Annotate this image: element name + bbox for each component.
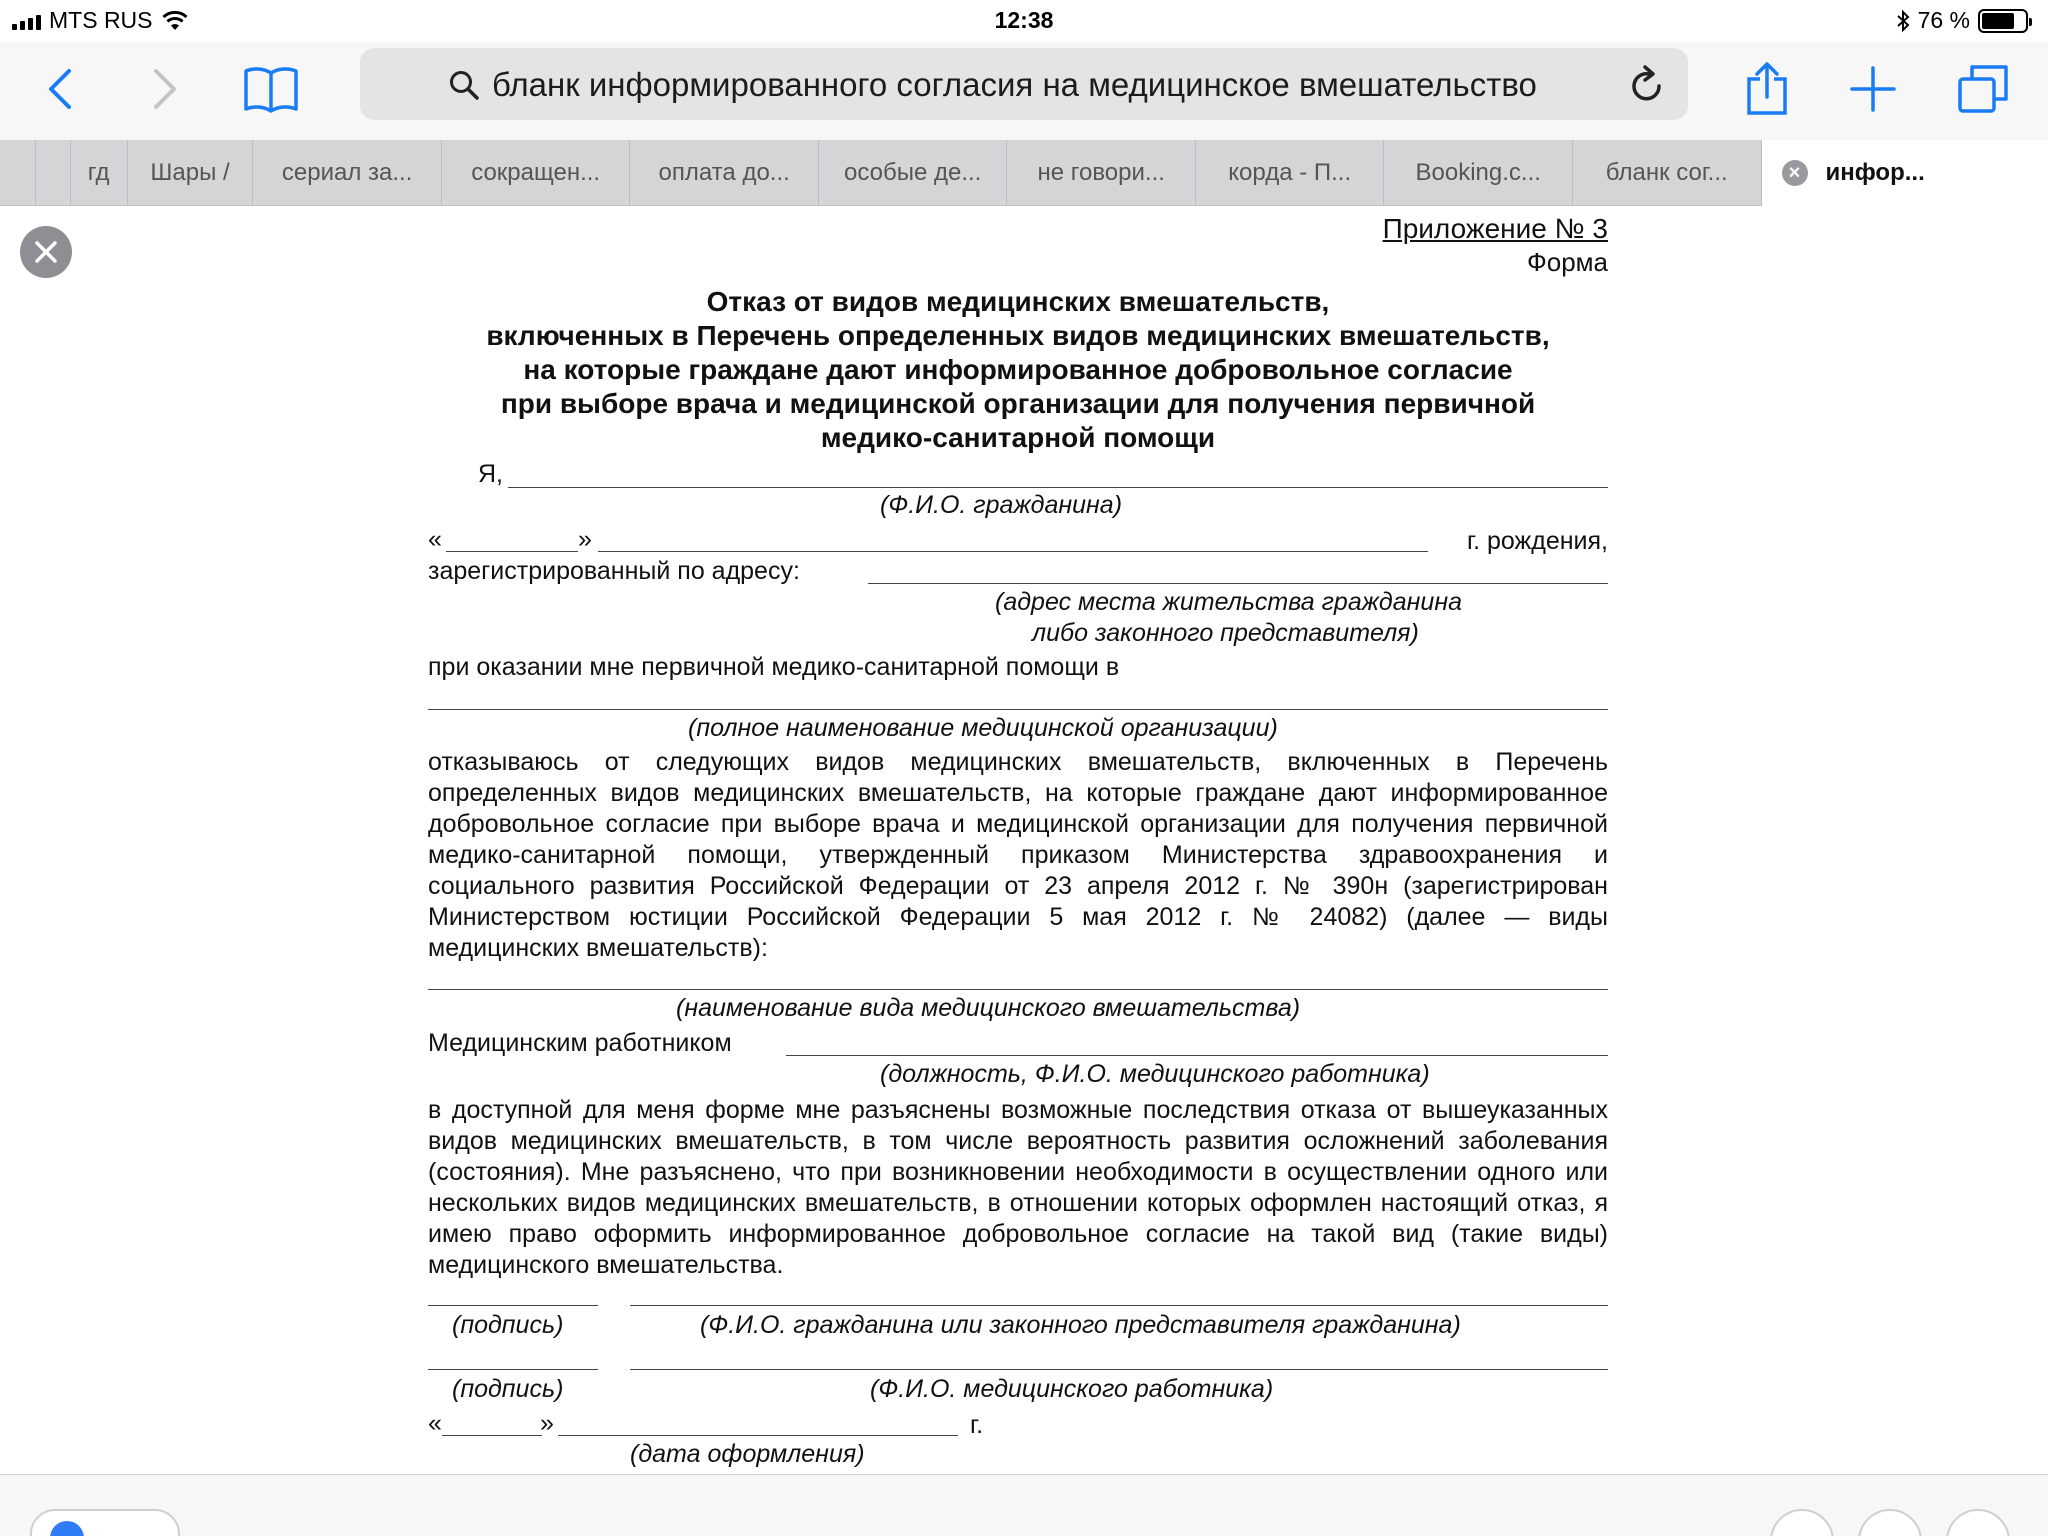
citizen-fio-line [630, 1305, 1608, 1306]
title-line: при выборе врача и медицинской организации для получения первичной [500, 388, 1536, 419]
quote-close: » [578, 525, 592, 553]
signature-line-1 [428, 1305, 598, 1306]
fio-caption: (Ф.И.О. гражданина) [880, 491, 1123, 519]
title-line: Отказ от видов медицинских вмешательств, [706, 286, 1330, 317]
book-icon [243, 65, 299, 113]
tab-item[interactable] [71, 140, 128, 206]
address-bar[interactable] [360, 48, 1688, 120]
worker-fio-line [630, 1369, 1608, 1370]
back-button[interactable] [25, 54, 95, 124]
clock: 12:38 [994, 7, 1054, 33]
bottom-action-button[interactable] [1858, 1509, 1922, 1536]
chevron-right-icon [150, 67, 180, 111]
address-line [868, 583, 1608, 584]
close-icon [34, 240, 58, 264]
birth-suffix: г. рождения, [1467, 527, 1608, 555]
share-button[interactable] [1732, 54, 1802, 124]
bottom-left-control[interactable] [30, 1509, 180, 1536]
org-caption: (полное наименование медицинской организации) [688, 714, 1278, 742]
citizen-fio-caption: (Ф.И.О. гражданина или законного представителя гражданина) [700, 1311, 1461, 1339]
tab-item[interactable] [1196, 140, 1385, 206]
med-worker-label: Медицинским работником [428, 1029, 732, 1057]
signature-caption-2: (подпись) [452, 1375, 564, 1403]
tab-bar [0, 140, 2048, 206]
tabs-overview-button[interactable] [1948, 54, 2018, 124]
page-content [0, 207, 2048, 1474]
close-image-button[interactable] [20, 226, 72, 278]
tab-spacer [36, 140, 70, 206]
chevron-left-icon [45, 67, 75, 111]
date-quote-close: » [540, 1409, 554, 1437]
bottom-share-button[interactable] [1770, 1509, 1834, 1536]
battery-fill [1982, 13, 2014, 29]
title-line: на которые граждане дают информированное добровольное согласие [523, 354, 1513, 385]
date-month-line [558, 1435, 958, 1436]
position-caption: (должность, Ф.И.О. медицинского работника) [880, 1060, 1430, 1088]
address-caption-2: либо законного представителя) [1032, 619, 1419, 647]
intervention-caption: (наименование вида медицинского вмешательства) [676, 994, 1301, 1022]
title-line: включенных в Перечень определенных видов медицинских вмешательств, [486, 320, 1550, 351]
tab-label: сериал за... [281, 159, 413, 186]
day-line [446, 551, 578, 552]
date-quote-open: « [428, 1409, 442, 1437]
share-icon [1745, 61, 1789, 117]
date-day-line [442, 1435, 542, 1436]
bookmarks-button[interactable] [236, 54, 306, 124]
tab-label: особые де... [844, 159, 982, 186]
tab-label: Booking.c... [1415, 159, 1541, 186]
intervention-line [428, 989, 1608, 990]
address-caption-1: (адрес места жительства гражданина [995, 588, 1462, 616]
tab-label: оплата до... [658, 159, 790, 186]
bluetooth-icon [1896, 9, 1910, 33]
tab-item[interactable] [630, 140, 819, 206]
tab-label: инфор... [1825, 159, 1925, 186]
search-icon [448, 69, 480, 101]
fio-line [508, 487, 1608, 488]
status-bar [0, 0, 2048, 42]
appendix-number: Приложение № 3 [1382, 213, 1608, 244]
document-title [428, 285, 1608, 455]
battery-percent: 76 % [1917, 7, 1970, 33]
date-caption: (дата оформления) [630, 1440, 865, 1468]
signature-caption-1: (подпись) [452, 1311, 564, 1339]
tab-spacer [0, 140, 36, 206]
forward-button[interactable] [130, 54, 200, 124]
signature-line-2 [428, 1369, 598, 1370]
tab-label: бланк сог... [1605, 159, 1728, 186]
title-line: медико-санитарной помощи [820, 422, 1216, 453]
bottom-bar [0, 1474, 2048, 1536]
quote-open: « [428, 525, 442, 553]
tab-label: корда - П... [1228, 159, 1352, 186]
reload-icon[interactable] [1628, 64, 1666, 104]
tabs-icon [1957, 64, 2009, 114]
tab-label: не говори... [1037, 159, 1165, 186]
med-worker-line [786, 1055, 1608, 1056]
org-line [428, 709, 1608, 710]
tab-label: гд [87, 159, 110, 186]
carrier-label: MTS RUS [49, 7, 153, 33]
tab-item[interactable] [1384, 140, 1573, 206]
battery-icon [1978, 9, 2028, 33]
app-icon [50, 1521, 84, 1536]
year-suffix: г. [970, 1411, 984, 1439]
tab-item-active[interactable] [1762, 140, 2048, 206]
tab-item[interactable] [819, 140, 1008, 206]
browser-toolbar [0, 42, 2048, 140]
providing-label: при оказании мне первичной медико-санитарной помощи в [428, 653, 1120, 681]
tab-item[interactable] [253, 140, 442, 206]
tab-label: Шары / [150, 159, 230, 186]
tab-item[interactable] [1007, 140, 1196, 206]
form-label: Форма [1526, 247, 1608, 277]
status-right [1896, 7, 2028, 34]
tab-item[interactable] [442, 140, 631, 206]
tab-item[interactable] [128, 140, 254, 206]
tab-label: сокращен... [471, 159, 601, 186]
refusal-paragraph: отказываюсь от следующих видов медицинских вмешательств, включенных в Перечень определенных видов медицинских вмешательств, на которые граждане дают информированное добровольное согласие при выборе врача и медицинской организации для получения первичной медико-санитарной помощи, утвержденный приказом Министерства здравоохранения и социального развития Российской Федерации от 23 апреля 2012 г. № 390н (зарегистрирован Министерством юстиции Российской Федерации 5 мая 2012 г. № 24082) (далее — виды медицинских вмешательств): [428, 748, 1608, 962]
worker-fio-caption: (Ф.И.О. медицинского работника) [870, 1375, 1274, 1403]
url-text[interactable]: бланк информированного согласия на медицинское вмешательство [492, 66, 1537, 103]
birth-line [598, 551, 1428, 552]
tab-item[interactable] [1573, 140, 1762, 206]
bottom-more-button[interactable] [1946, 1509, 2010, 1536]
plus-icon [1850, 66, 1896, 112]
explained-paragraph: в доступной для меня форме мне разъяснены возможные последствия отказа от вышеуказанных видов медицинских вмешательств, в том числе вероятность развития осложнений заболевания (состояния). Мне разъяснено, что при возникновении необходимости в осуществлении одного или нескольких видов медицинских вмешательств, в отношении которых оформлен настоящий отказ, я имею право оформить информированное добровольное согласие на такой вид (такие виды) медицинского вмешательства. [428, 1096, 1608, 1279]
ya-label: Я, [478, 460, 503, 488]
registered-label: зарегистрированный по адресу: [428, 557, 800, 585]
new-tab-button[interactable] [1838, 54, 1908, 124]
close-tab-icon[interactable]: × [1782, 160, 1808, 186]
